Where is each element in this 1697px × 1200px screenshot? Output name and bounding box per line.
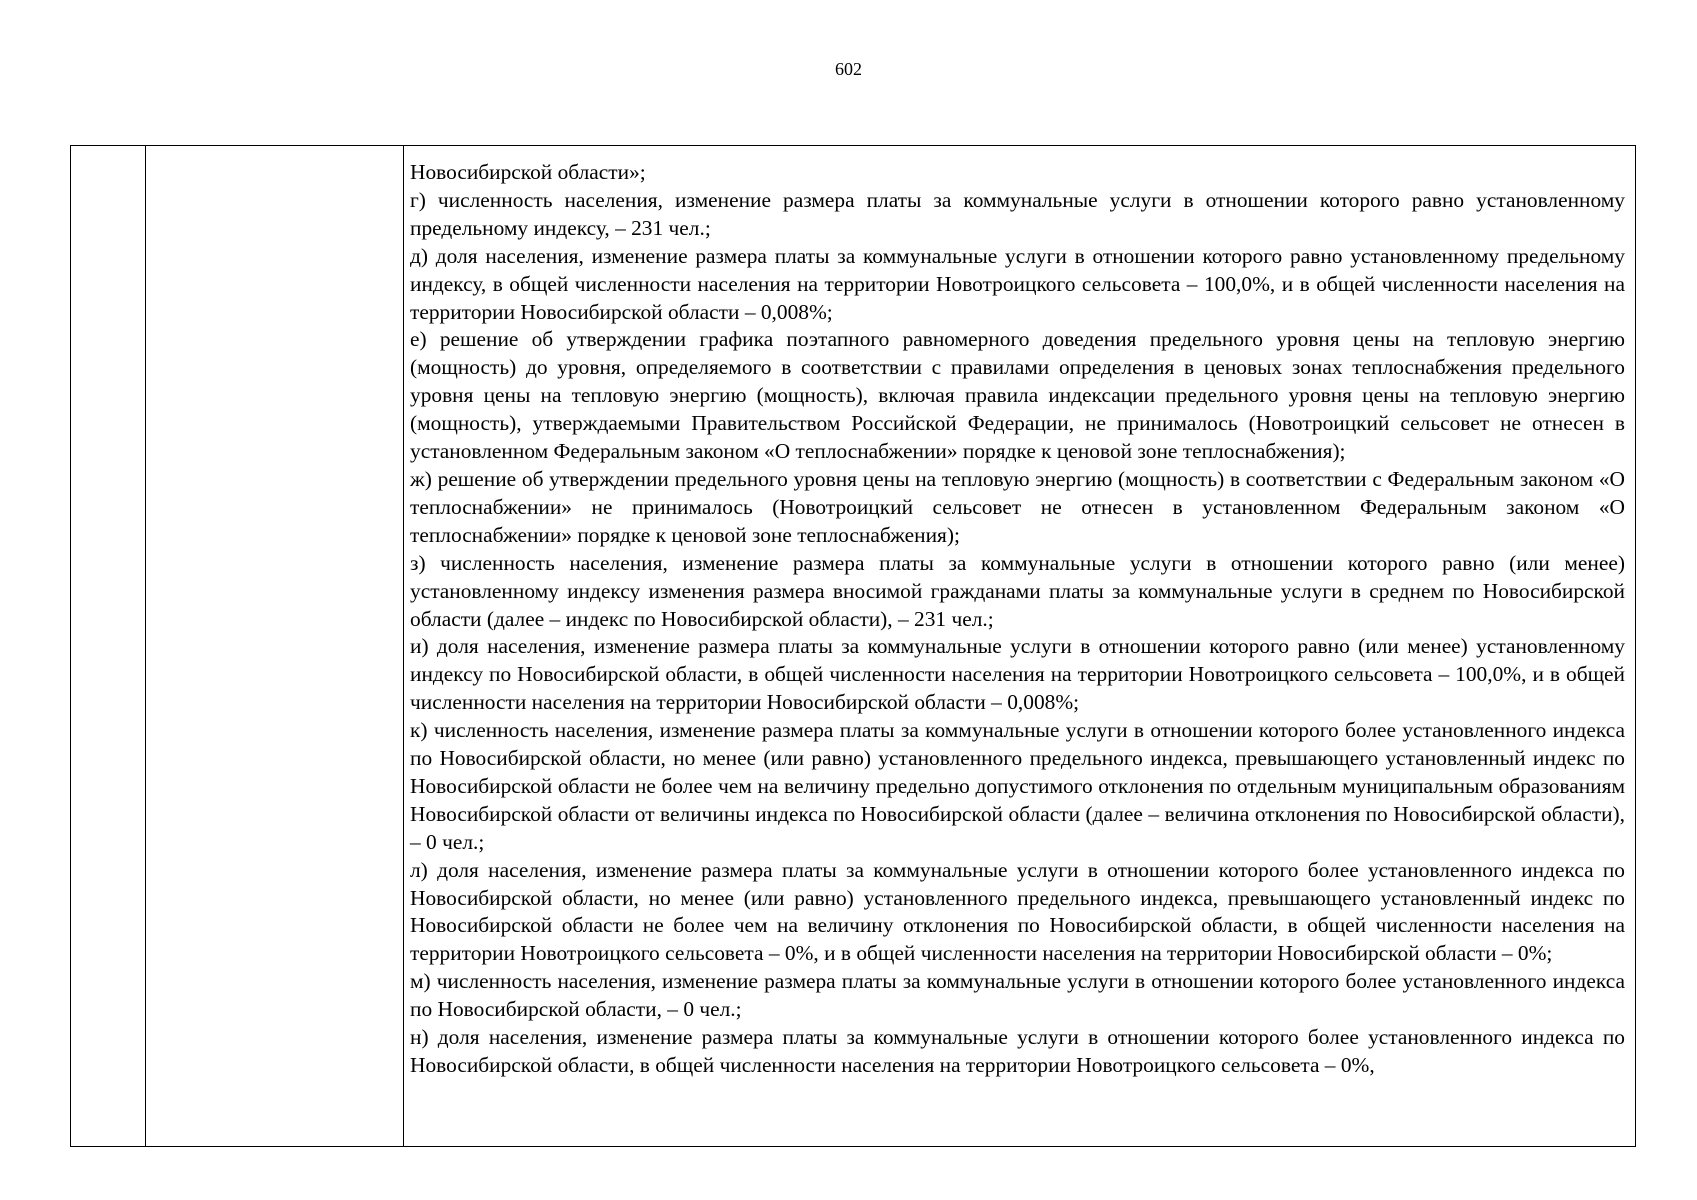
table-cell-title — [146, 146, 404, 1146]
content-paragraph: л) доля населения, изменение размера платы за коммунальные услуги в отношении которого более установленного индекса по Новосибирской области, но менее (или равно) установленного предельного индекса, превышающего установленный индекс по Новосибирской области не более чем на величину отклонения по Новосибирской области, в общей численности населения на территории Новотроицкого сельсовета – 0%, и в общей численности населения на территории Новосибирской области – 0%; — [410, 857, 1625, 966]
content-paragraph: и) доля населения, изменение размера платы за коммунальные услуги в отношении которого равно (или менее) установленному индексу по Новосибирской области, в общей численности населения на территории Новотроицкого сельсовета – 100,0%, и в общей численности населения на территории Новосибирской области – 0,008%; — [410, 634, 1625, 715]
content-paragraph: к) численность населения, изменение размера платы за коммунальные услуги в отношении которого более установленного индекса по Новосибирской области, но менее (или равно) установленного предельного индекса, превышающего установленный индекс по Новосибирской области не более чем на величину предельно допустимого отклонения по отдельным муниципальным образованиям Новосибирской области от величины индекса по Новосибирской области (далее – величина отклонения по Новосибирской области), – 0 чел.; — [410, 718, 1625, 854]
content-paragraph: д) доля населения, изменение размера платы за коммунальные услуги в отношении которого равно установленному предельному индексу, в общей численности населения на территории Новотроицкого сельсовета – 100,0%, и в общей численности населения на территории Новосибирской области – 0,008%; — [410, 243, 1625, 324]
table-cell-number — [71, 146, 146, 1146]
content-paragraph: г) численность населения, изменение размера платы за коммунальные услуги в отношении которого равно установленному предельному индексу, – 231 чел.; — [410, 187, 1625, 240]
content-paragraph: н) доля населения, изменение размера платы за коммунальные услуги в отношении которого более установленного индекса по Новосибирской области, в общей численности населения на территории Новотроицкого сельсовета – 0%, — [410, 1025, 1625, 1077]
table-cell-content — [404, 146, 1635, 1146]
content-paragraph: м) численность населения, изменение размера платы за коммунальные услуги в отношении которого более установленного индекса по Новосибирской области, – 0 чел.; — [410, 969, 1625, 1022]
document-table — [70, 145, 1636, 1147]
content-paragraph: з) численность населения, изменение размера платы за коммунальные услуги в отношении которого равно (или менее) установленному индексу изменения размера вносимой гражданами платы за коммунальные услуги в среднем по Новосибирской области (далее – индекс по Новосибирской области), – 231 чел.; — [410, 550, 1625, 631]
content-paragraph: е) решение об утверждении графика поэтапного равномерного доведения предельного уровня цены на тепловую энергию (мощность) до уровня, определяемого в соответствии с правилами определения в ценовых зонах теплоснабжения предельного уровня цены на тепловую энергию (мощность), включая правила индексации предельного уровня цены на тепловую энергию (мощность), утверждаемыми Правительством Российской Федерации, не принималось (Новотроицкий сельсовет не отнесен в установленном Федеральным законом «О теплоснабжении» порядке к ценовой зоне теплоснабжения); — [410, 327, 1625, 464]
page-number: 602 — [835, 59, 862, 79]
content-paragraph: ж) решение об утверждении предельного уровня цены на тепловую энергию (мощность) в соответствии с Федеральным законом «О теплоснабжении» не принималось (Новотроицкий сельсовет не отнесен в установленном Федеральным законом «О теплоснабжении» порядке к ценовой зоне теплоснабжения); — [410, 466, 1625, 547]
content-paragraph: Новосибирской области»; — [410, 160, 646, 184]
